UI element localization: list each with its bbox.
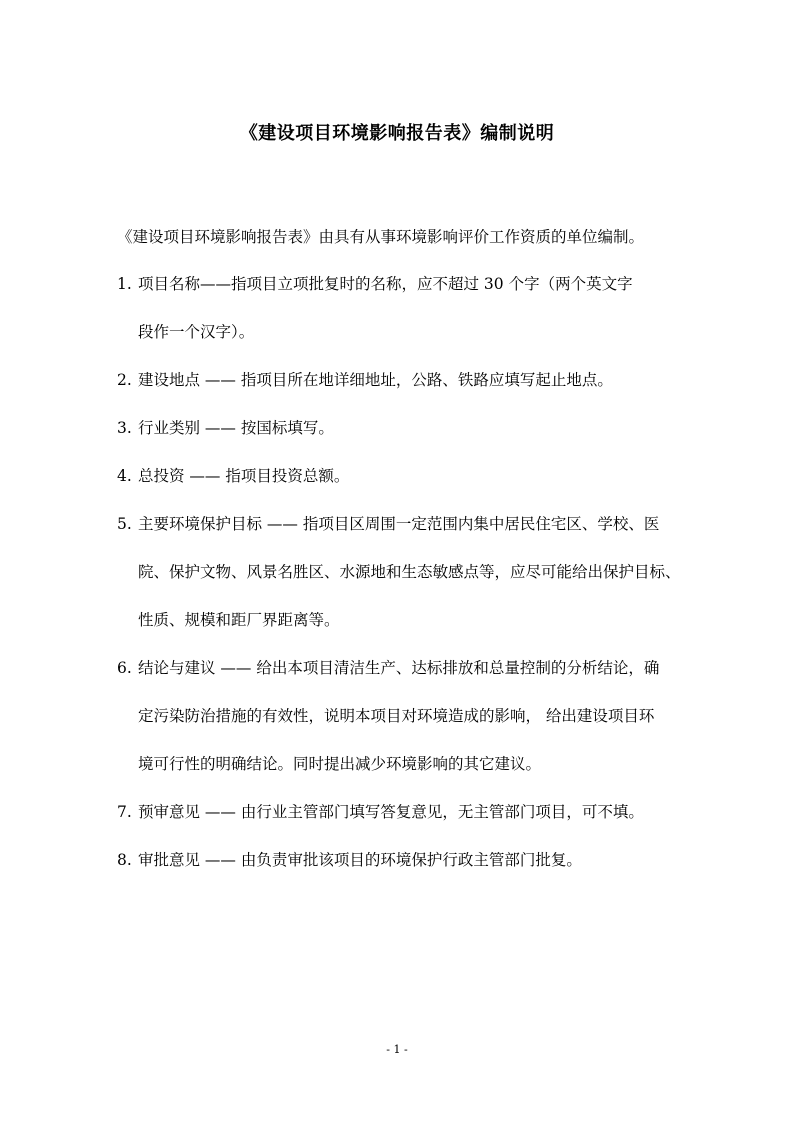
item-number: 4. bbox=[117, 467, 132, 485]
item-text: 建设地点 —— 指项目所在地详细地址，公路、铁路应填写起止地点。 bbox=[138, 371, 613, 389]
list-item-6 bbox=[117, 657, 659, 679]
item-text: 审批意见 —— 由负责审批该项目的环境保护行政主管部门批复。 bbox=[138, 851, 582, 869]
item-text: 结论与建议 —— 给出本项目清洁生产、达标排放和总量控制的分析结论，确 bbox=[138, 659, 660, 677]
page-title: 《建设项目环境影响报告表》编制说明 bbox=[239, 123, 555, 144]
page-number: - 1 - bbox=[386, 1043, 408, 1056]
list-item-3 bbox=[117, 417, 334, 439]
item-6-continuation: 定污染防治措施的有效性，说明本项目对环境造成的影响， 给出建设项目环 bbox=[138, 707, 655, 725]
item-number: 2. bbox=[117, 371, 132, 389]
list-item-8 bbox=[117, 849, 582, 871]
list-item-1 bbox=[117, 273, 633, 295]
list-item-7 bbox=[117, 801, 644, 823]
item-text: 预审意见 —— 由行业主管部门填写答复意见，无主管部门项目，可不填。 bbox=[138, 803, 644, 821]
item-number: 5. bbox=[117, 515, 132, 533]
list-item-4 bbox=[117, 465, 349, 487]
item-text: 主要环境保护目标 —— 指项目区周围一定范围内集中居民住宅区、学校、医 bbox=[138, 515, 660, 533]
list-item-2 bbox=[117, 369, 613, 391]
item-text: 总投资 —— 指项目投资总额。 bbox=[138, 467, 350, 485]
item-1-continuation: 段作一个汉字）。 bbox=[138, 323, 255, 341]
item-number: 7. bbox=[117, 803, 132, 821]
item-5-continuation: 院、保护文物、风景名胜区、水源地和生态敏感点等，应尽可能给出保护目标、 bbox=[138, 563, 681, 581]
list-item-5 bbox=[117, 513, 659, 535]
item-number: 6. bbox=[117, 659, 132, 677]
item-number: 8. bbox=[117, 851, 132, 869]
item-text: 行业类别 —— 按国标填写。 bbox=[138, 419, 334, 437]
item-text: 项目名称——指项目立项批复时的名称，应不超过 30 个字（两个英文字 bbox=[138, 275, 633, 293]
item-number: 3. bbox=[117, 419, 132, 437]
item-6-continuation: 境可行性的明确结论。同时提出减少环境影响的其它建议。 bbox=[138, 755, 542, 773]
item-5-continuation: 性质、规模和距厂界距离等。 bbox=[138, 611, 340, 629]
item-number: 1. bbox=[117, 275, 132, 293]
intro-paragraph: 《建设项目环境影响报告表》由具有从事环境影响评价工作资质的单位编制。 bbox=[117, 228, 645, 246]
